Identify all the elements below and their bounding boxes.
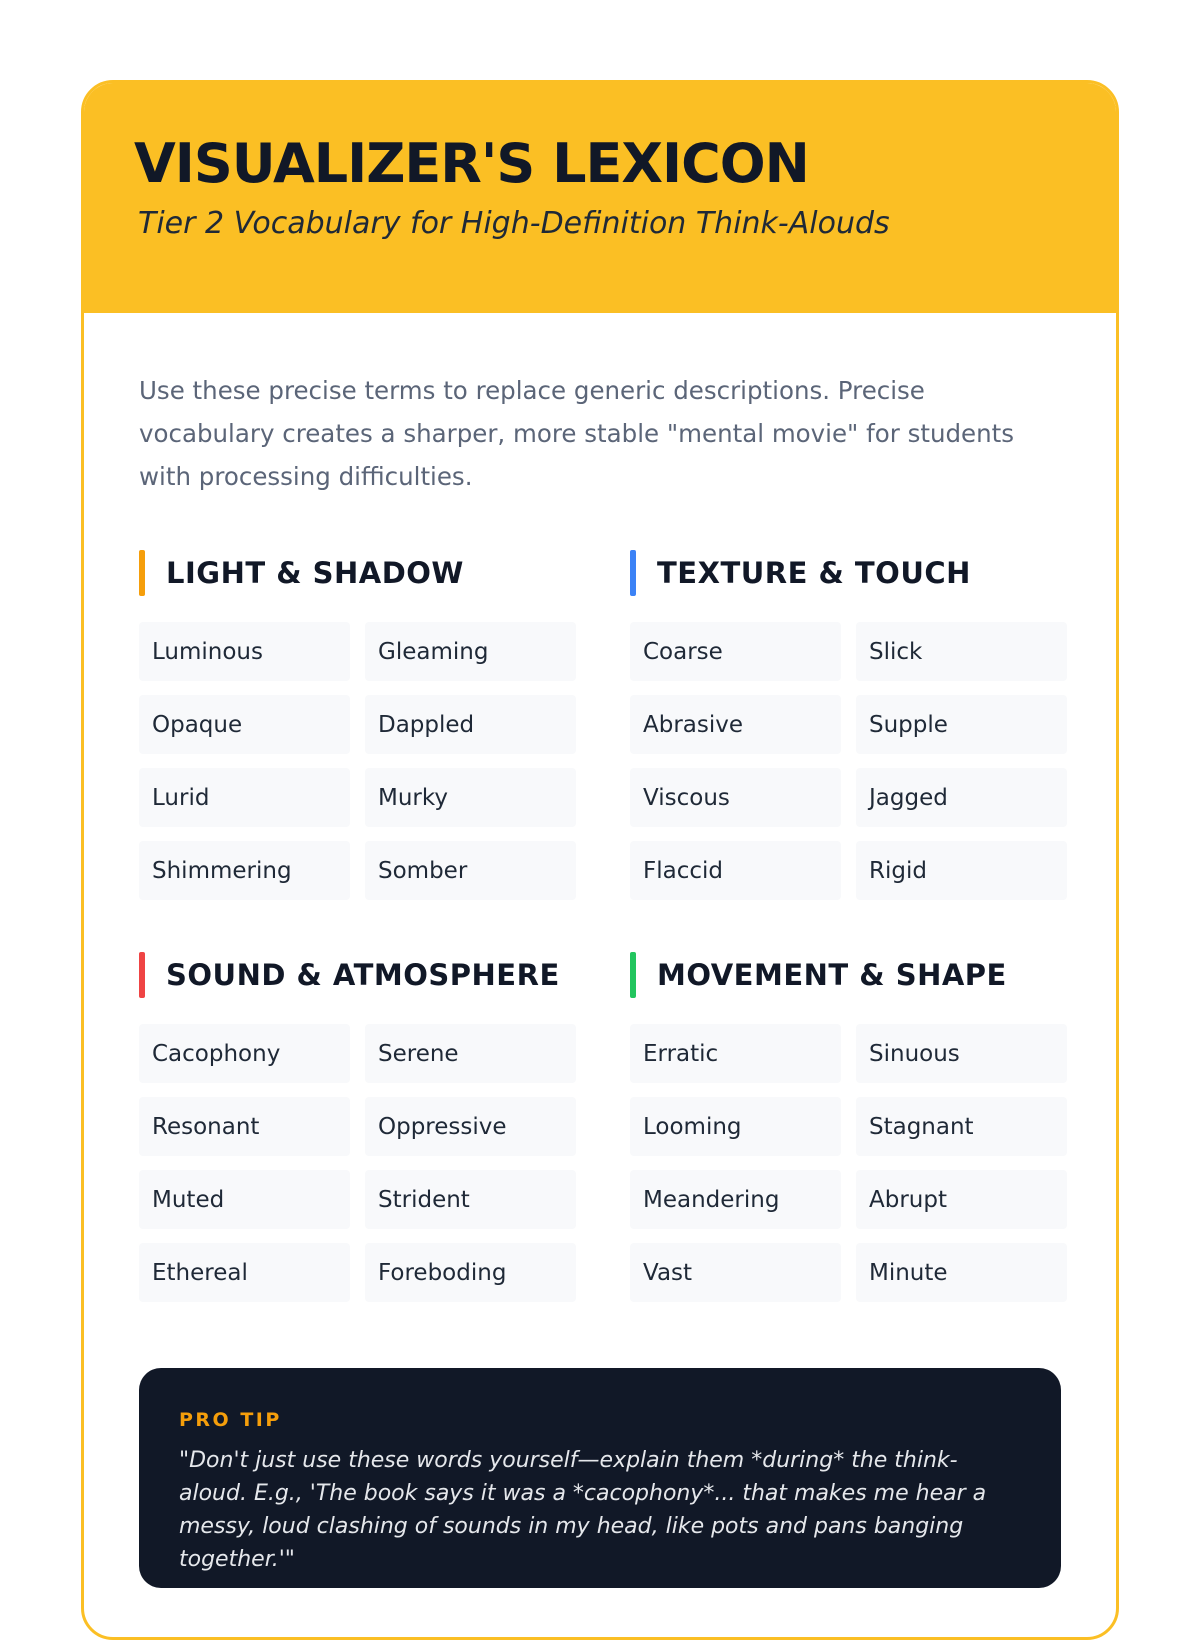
category-accent-bar [630,550,636,596]
intro-text: Use these precise terms to replace generic descriptions. Precise vocabulary creates a sharper, more stable "mental movie" for students with processing difficulties. [139,376,1015,491]
category-header [139,550,576,596]
word-chip: Minute [856,1243,1067,1302]
word-chip: Erratic [630,1024,841,1083]
word-chip: Coarse [630,622,841,681]
category-header [630,550,1067,596]
category-light-shadow [139,550,576,900]
pro-tip-label: PRO TIP [179,1409,282,1431]
word-chip: Viscous [630,768,841,827]
word-chip: Supple [856,695,1067,754]
word-list [139,1024,576,1302]
word-chip: Lurid [139,768,350,827]
word-chip: Vast [630,1243,841,1302]
category-title: LIGHT & SHADOW [166,556,464,590]
word-chip: Resonant [139,1097,350,1156]
word-chip: Stagnant [856,1097,1067,1156]
category-accent-bar [139,550,145,596]
lexicon-card [81,80,1119,1640]
word-chip: Slick [856,622,1067,681]
word-chip: Strident [365,1170,576,1229]
category-movement-shape [630,952,1067,1302]
page-title: VISUALIZER'S LEXICON [134,132,809,195]
category-title: MOVEMENT & SHAPE [657,958,1007,992]
word-chip: Looming [630,1097,841,1156]
pro-tip-text: "Don't just use these words yourself—explain them *during* the think-aloud. E.g., 'The book says it was a *cacophony*... that makes me hear a messy, loud clashing of sounds in my head, like pots and pans banging together.'" [179,1448,987,1572]
category-accent-bar [139,952,145,998]
word-chip: Luminous [139,622,350,681]
word-chip: Ethereal [139,1243,350,1302]
word-chip: Opaque [139,695,350,754]
word-list [630,622,1067,900]
category-accent-bar [630,952,636,998]
word-chip: Oppressive [365,1097,576,1156]
card-body [84,313,1116,1588]
category-title: TEXTURE & TOUCH [657,556,971,590]
word-chip: Foreboding [365,1243,576,1302]
word-chip: Flaccid [630,841,841,900]
word-chip: Somber [365,841,576,900]
category-grid [139,550,1061,1302]
page-subtitle: Tier 2 Vocabulary for High-Definition Think-Alouds [138,206,890,241]
word-chip: Serene [365,1024,576,1083]
word-chip: Muted [139,1170,350,1229]
category-header [630,952,1067,998]
word-chip: Shimmering [139,841,350,900]
word-chip: Sinuous [856,1024,1067,1083]
word-chip: Abrupt [856,1170,1067,1229]
word-chip: Murky [365,768,576,827]
word-list [630,1024,1067,1302]
category-texture-touch [630,550,1067,900]
word-chip: Gleaming [365,622,576,681]
header [84,83,1116,313]
word-chip: Meandering [630,1170,841,1229]
word-chip: Rigid [856,841,1067,900]
word-list [139,622,576,900]
word-chip: Dappled [365,695,576,754]
word-chip: Abrasive [630,695,841,754]
category-header [139,952,576,998]
category-title: SOUND & ATMOSPHERE [166,958,560,992]
pro-tip-box [139,1368,1061,1588]
category-sound-atmosphere [139,952,576,1302]
word-chip: Jagged [856,768,1067,827]
word-chip: Cacophony [139,1024,350,1083]
